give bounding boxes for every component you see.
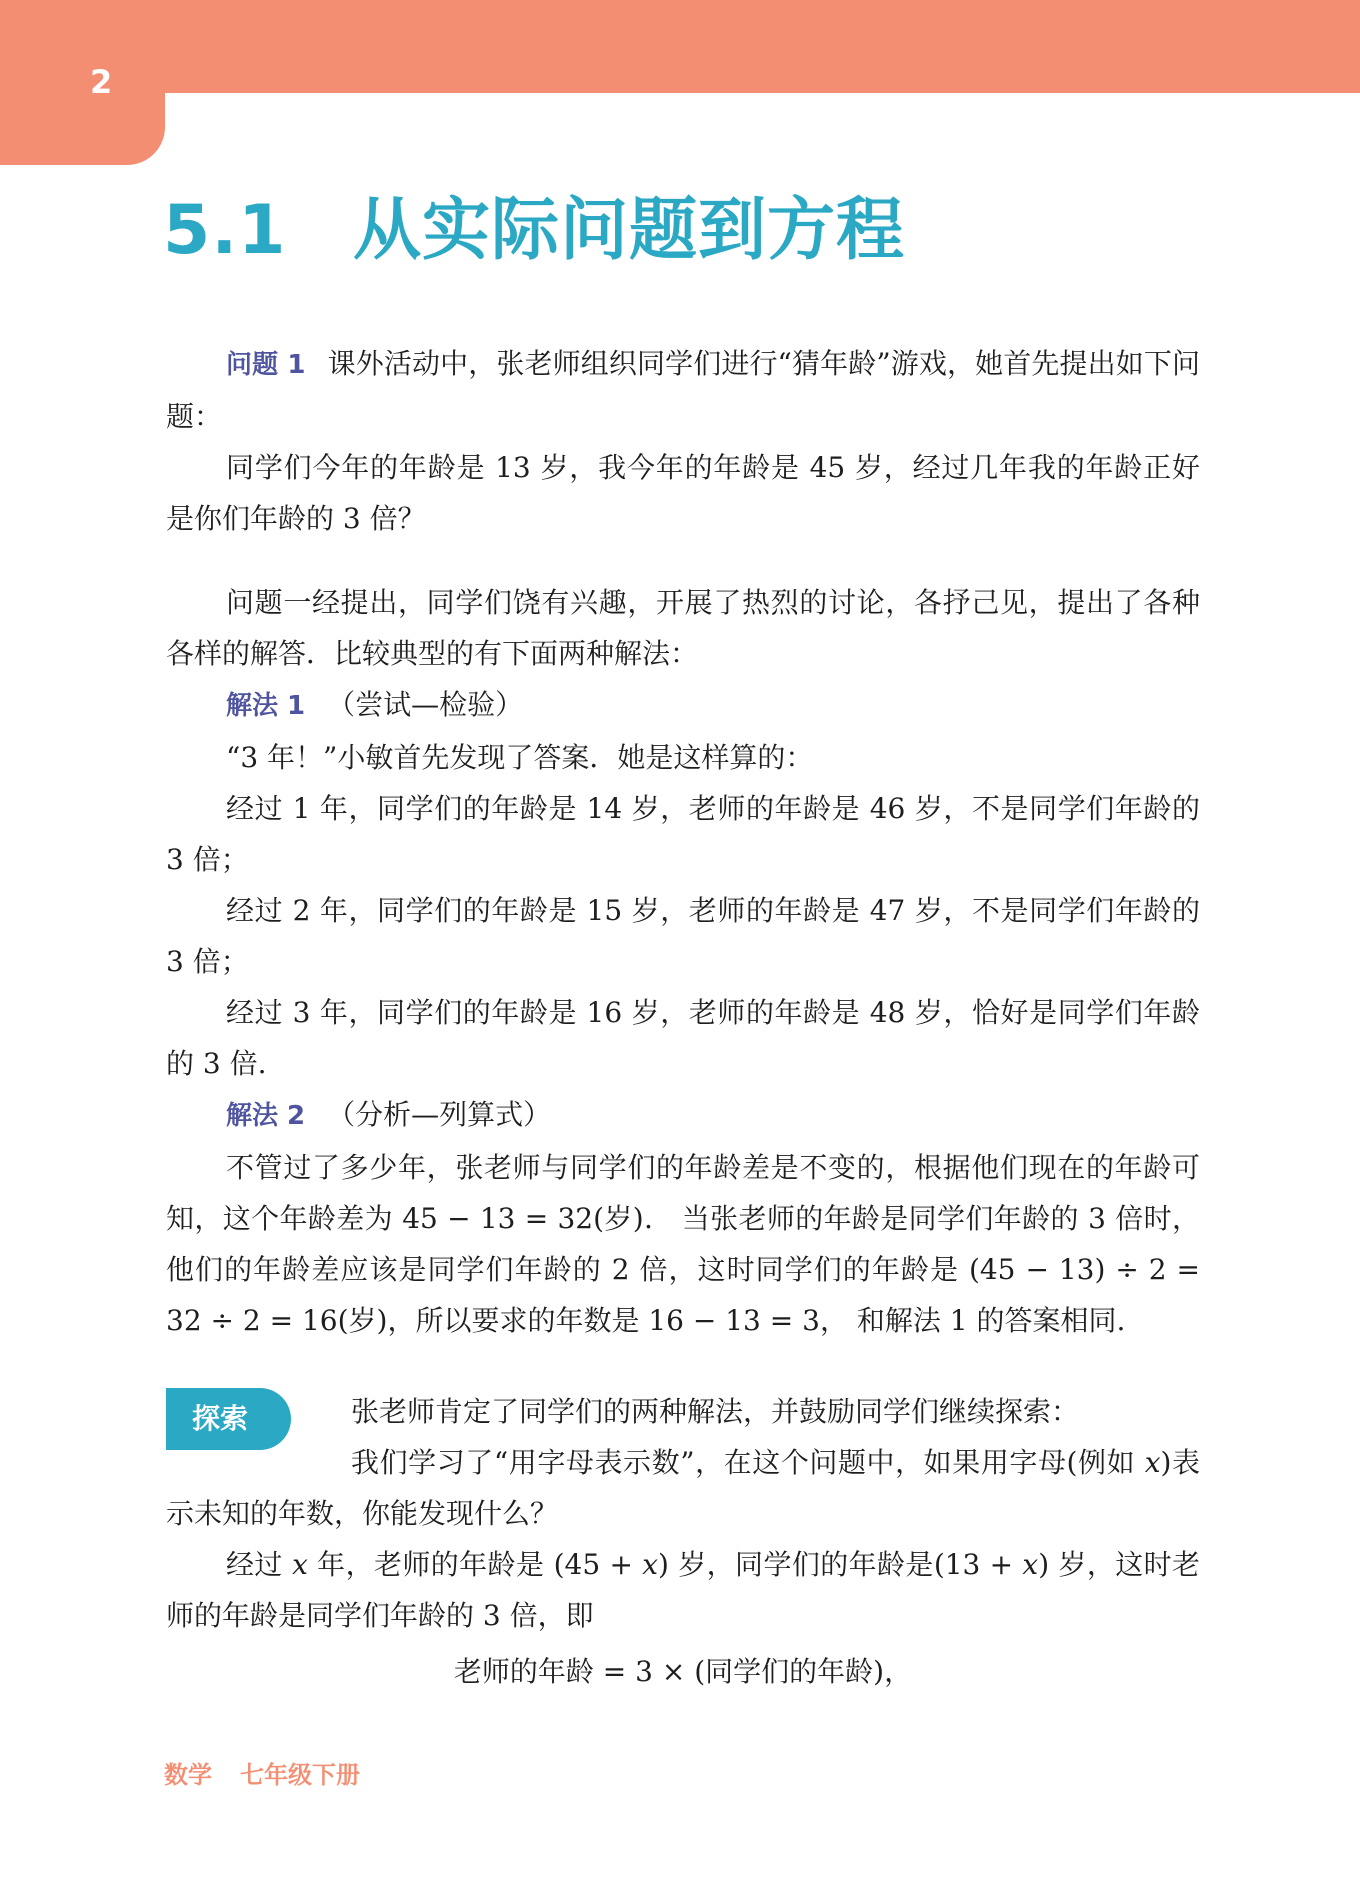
explore-question-text: 我们学习了“用字母表示数”，在这个问题中，如果用字母(例如 — [351, 1446, 1145, 1479]
problem-1-intro — [166, 338, 1200, 442]
solution-1-line: 经过 3 年，同学们的年龄是 16 岁，老师的年龄是 48 岁，恰好是同学们年龄的 3 倍. — [166, 996, 1200, 1080]
problem-1-text: 课外活动中，张老师组织同学们进行“猜年龄”游戏，她首先提出如下问题： — [166, 347, 1200, 433]
explore-reasoning — [166, 1539, 1200, 1641]
footer-subject: 数学 — [164, 1761, 212, 1789]
solution-1-method: （尝试—检验） — [327, 688, 524, 721]
solution-1-line: “3 年！”小敏首先发现了答案．她是这样算的： — [226, 741, 814, 774]
problem-label: 问题 1 — [226, 350, 306, 380]
explore-badge: 探索 — [166, 1388, 291, 1450]
section-title-text: 从实际问题到方程 — [353, 191, 906, 270]
explore-question — [166, 1437, 1200, 1539]
page-tab — [0, 0, 165, 165]
section-number: 5.1 — [163, 191, 287, 270]
variable-x: x — [292, 1548, 308, 1581]
solution-1-heading — [166, 679, 1200, 732]
footer — [164, 1755, 360, 1790]
reasoning-text: 经过 — [226, 1548, 293, 1581]
solution-2-heading — [166, 1089, 1200, 1142]
problem-1-question: 同学们今年的年龄是 13 岁，我今年的年龄是 45 岁，经过几年我的年龄正好是你们年龄的 3 倍？ — [166, 451, 1200, 535]
section-title — [163, 191, 906, 270]
variable-x: x — [1022, 1548, 1039, 1581]
reasoning-text: 年，老师的年龄是 (45 + — [307, 1548, 643, 1581]
solution-2-method: （分析—列算式） — [327, 1098, 552, 1131]
formula: 老师的年龄 = 3 × (同学们的年龄)， — [453, 1655, 913, 1688]
solution-1-line: 经过 1 年，同学们的年龄是 14 岁，老师的年龄是 46 岁，不是同学们年龄的 3 倍； — [166, 792, 1200, 876]
solution-2-text: 不管过了多少年，张老师与同学们的年龄差是不变的，根据他们现在的年龄可知，这个年龄差为 45 − 13 = 32(岁)． 当张老师的年龄是同学们年龄的 3 倍时，他们的年龄差应该是同学们年龄的 2 倍，这时同学们的年龄是 (45 − 13) ÷ 2 = 32 ÷ 2 = 16(岁)，所以要求的年数是 16 − 13 = 3， 和解法 1 的答案相同. — [166, 1151, 1200, 1337]
discussion-paragraph: 问题一经提出，同学们饶有兴趣，开展了热烈的讨论，各抒己见，提出了各种各样的解答．比较典型的有下面两种解法： — [166, 586, 1200, 670]
explore-intro: 张老师肯定了同学们的两种解法，并鼓励同学们继续探索： — [351, 1395, 1080, 1428]
explore-question-text: )表示未知的年数，你能发现什么？ — [166, 1446, 1200, 1530]
page-number: 2 — [90, 63, 113, 101]
main-content — [166, 338, 1200, 1697]
solution-2-label: 解法 2 — [226, 1101, 306, 1131]
solution-1-label: 解法 1 — [226, 691, 306, 721]
variable-x: x — [1144, 1446, 1161, 1479]
explore-section — [166, 1386, 1200, 1697]
footer-grade: 七年级下册 — [240, 1761, 360, 1789]
reasoning-text: ) 岁，这时老师的年龄是同学们年龄的 3 倍，即 — [166, 1548, 1201, 1632]
variable-x: x — [642, 1548, 659, 1581]
header-bar — [0, 0, 1360, 93]
reasoning-text: ) 岁，同学们的年龄是(13 + — [658, 1548, 1023, 1581]
solution-1-line: 经过 2 年，同学们的年龄是 15 岁，老师的年龄是 47 岁，不是同学们年龄的 3 倍； — [166, 894, 1200, 978]
